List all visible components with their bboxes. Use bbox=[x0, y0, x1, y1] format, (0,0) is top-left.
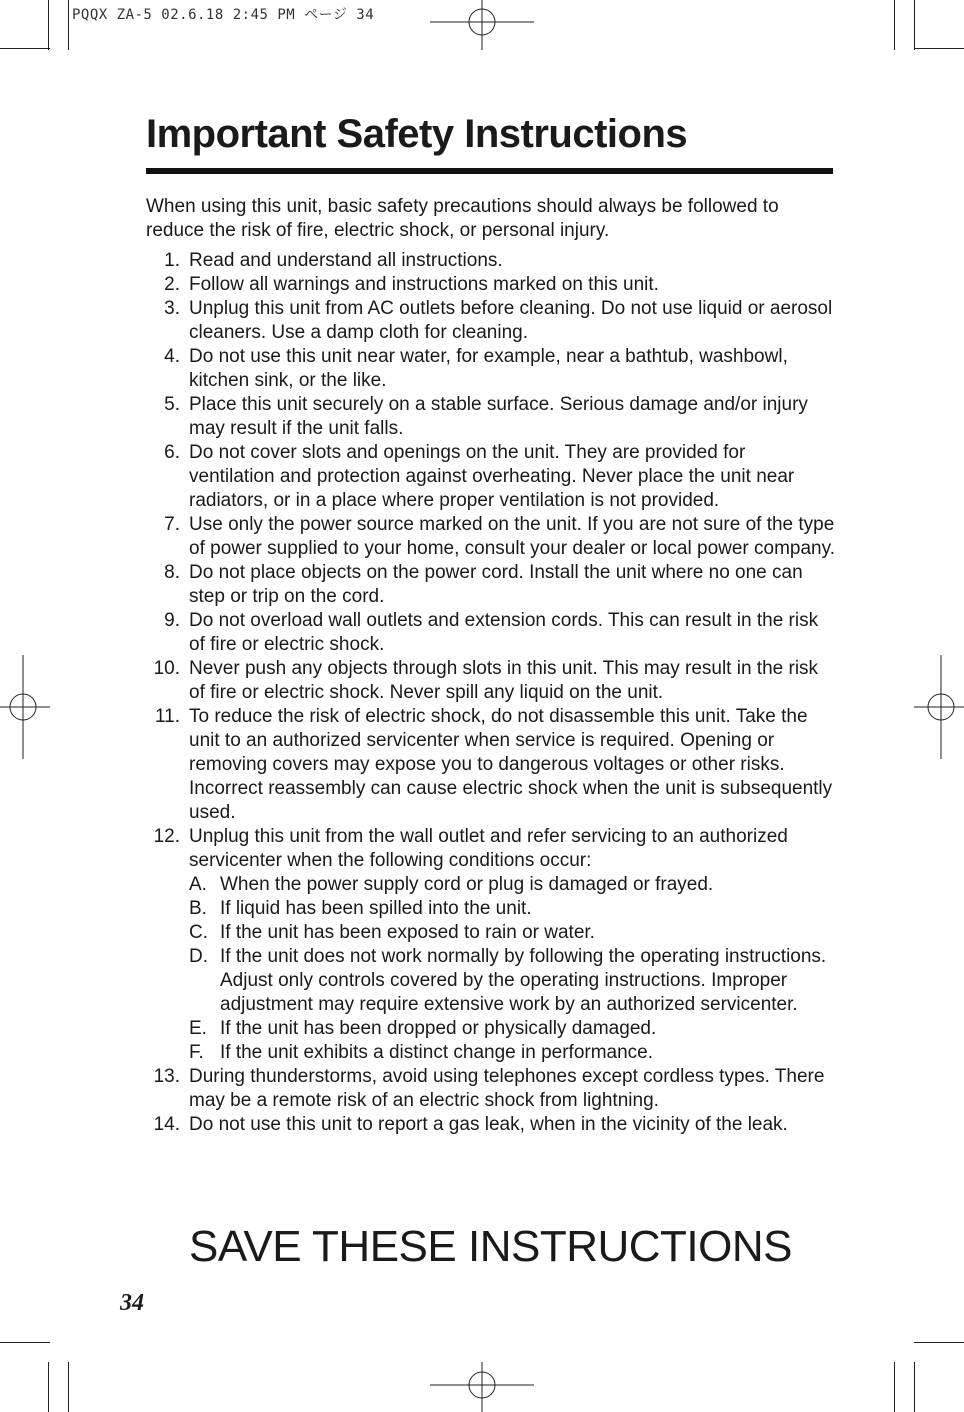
item-number: 1. bbox=[164, 250, 180, 271]
crop-mark bbox=[894, 1362, 895, 1412]
sub-list-item bbox=[189, 945, 836, 1017]
item-number: 2. bbox=[164, 274, 180, 295]
item-text: Do not use this unit near water, for example, near a bathtub, washbowl, kitchen sink, or the like. bbox=[189, 346, 788, 391]
item-number: 14. bbox=[153, 1114, 180, 1135]
item-text: Do not place objects on the power cord. Install the unit where no one can step or trip on the cord. bbox=[189, 562, 803, 607]
item-text: Use only the power source marked on the unit. If you are not sure of the type of power supplied to your home, consult your dealer or local power company. bbox=[189, 514, 835, 559]
item-number: 7. bbox=[164, 514, 180, 535]
item-number: 11. bbox=[154, 706, 180, 727]
sub-item-letter: D. bbox=[189, 946, 208, 967]
sub-item-text: If the unit has been dropped or physically damaged. bbox=[220, 1018, 657, 1039]
registration-mark-left bbox=[0, 655, 50, 759]
crop-mark bbox=[48, 0, 49, 50]
list-item bbox=[146, 441, 836, 513]
item-number: 4. bbox=[164, 346, 180, 367]
item-text: Do not cover slots and openings on the unit. They are provided for ventilation and protection against overheating. Never place the unit near radiators, or in a place where proper ventilation is not provided. bbox=[189, 442, 795, 511]
item-text: Follow all warnings and instructions marked on this unit. bbox=[189, 274, 659, 295]
sub-list-item bbox=[189, 897, 836, 921]
sub-list-item bbox=[189, 921, 836, 945]
list-item bbox=[146, 345, 836, 393]
item-text: Unplug this unit from the wall outlet and refer servicing to an authorized servicenter when the following conditions occur: bbox=[189, 826, 788, 871]
sub-list-item bbox=[189, 1017, 836, 1041]
item-number: 12. bbox=[153, 826, 180, 847]
sub-item-letter: F. bbox=[189, 1042, 204, 1063]
crop-mark bbox=[0, 1342, 50, 1343]
item-text: Do not overload wall outlets and extension cords. This can result in the risk of fire or electric shock. bbox=[189, 610, 819, 655]
item-number: 6. bbox=[164, 442, 180, 463]
sub-list-item bbox=[189, 1041, 836, 1065]
list-item bbox=[146, 657, 836, 705]
item-number: 9. bbox=[164, 610, 180, 631]
list-item bbox=[146, 561, 836, 609]
item-text: Do not use this unit to report a gas leak, when in the vicinity of the leak. bbox=[189, 1114, 788, 1135]
crop-mark bbox=[914, 48, 964, 49]
list-item bbox=[146, 249, 836, 273]
sub-item-letter: E. bbox=[189, 1018, 207, 1039]
registration-mark-top bbox=[430, 0, 534, 50]
intro-paragraph: When using this unit, basic safety precautions should always be followed to reduce the risk of fire, electric shock, or personal injury. bbox=[146, 196, 779, 241]
item-number: 13. bbox=[153, 1066, 180, 1087]
list-item bbox=[146, 705, 836, 825]
crop-mark bbox=[894, 0, 895, 50]
crop-mark bbox=[0, 48, 50, 49]
item-text: During thunderstorms, avoid using telephones except cordless types. There may be a remote risk of an electric shock from lightning. bbox=[189, 1066, 825, 1111]
item-text: Unplug this unit from AC outlets before cleaning. Do not use liquid or aerosol cleaners. Use a damp cloth for cleaning. bbox=[189, 298, 833, 343]
list-item bbox=[146, 609, 836, 657]
sub-item-text: If liquid has been spilled into the unit. bbox=[220, 898, 532, 919]
item-text: Place this unit securely on a stable surface. Serious damage and/or injury may result if the unit falls. bbox=[189, 394, 808, 439]
registration-mark-bottom bbox=[430, 1362, 534, 1412]
crop-mark bbox=[48, 1362, 49, 1412]
title-rule bbox=[146, 168, 833, 174]
list-item bbox=[146, 1065, 836, 1113]
sub-list-item bbox=[189, 873, 836, 897]
sub-item-text: If the unit does not work normally by following the operating instructions. Adjust only controls covered by the operating instructions. Improper adjustment may require extensive work by an authorized servicenter. bbox=[220, 946, 827, 1015]
condition-list bbox=[189, 873, 836, 1065]
item-number: 10. bbox=[153, 658, 180, 679]
sub-item-letter: C. bbox=[189, 922, 208, 943]
instruction-list bbox=[146, 249, 836, 1137]
item-number: 5. bbox=[164, 394, 180, 415]
registration-mark-right bbox=[914, 655, 964, 759]
list-item bbox=[146, 393, 836, 441]
item-text: To reduce the risk of electric shock, do not disassemble this unit. Take the unit to an authorized servicenter when service is required. Opening or removing covers may expose you to dangerous voltages or other risks. Incorrect reassembly can cause electric shock when the unit is subsequently used. bbox=[189, 706, 833, 823]
save-instructions-heading: SAVE THESE INSTRUCTIONS bbox=[189, 1222, 792, 1271]
sub-item-letter: A. bbox=[189, 874, 207, 895]
list-item bbox=[146, 273, 836, 297]
crop-mark bbox=[914, 0, 915, 50]
crop-mark bbox=[68, 0, 69, 50]
sub-item-text: If the unit has been exposed to rain or water. bbox=[220, 922, 595, 943]
item-text: Never push any objects through slots in this unit. This may result in the risk of fire or electric shock. Never spill any liquid on the unit. bbox=[189, 658, 819, 703]
list-item bbox=[146, 1113, 836, 1137]
list-item bbox=[146, 297, 836, 345]
sub-item-text: When the power supply cord or plug is damaged or frayed. bbox=[220, 874, 714, 895]
crop-mark bbox=[914, 1362, 915, 1412]
item-text: Read and understand all instructions. bbox=[189, 250, 503, 271]
list-item bbox=[146, 513, 836, 561]
page-number: 34 bbox=[120, 1290, 144, 1316]
sub-item-letter: B. bbox=[189, 898, 207, 919]
sub-item-text: If the unit exhibits a distinct change in performance. bbox=[220, 1042, 654, 1063]
page-title: Important Safety Instructions bbox=[146, 112, 688, 156]
crop-mark bbox=[68, 1362, 69, 1412]
print-slug: PQQX ZA-5 02.6.18 2:45 PM ページ 34 bbox=[72, 7, 375, 23]
item-number: 3. bbox=[164, 298, 180, 319]
item-number: 8. bbox=[164, 562, 180, 583]
list-item bbox=[146, 825, 836, 1065]
crop-mark bbox=[914, 1342, 964, 1343]
